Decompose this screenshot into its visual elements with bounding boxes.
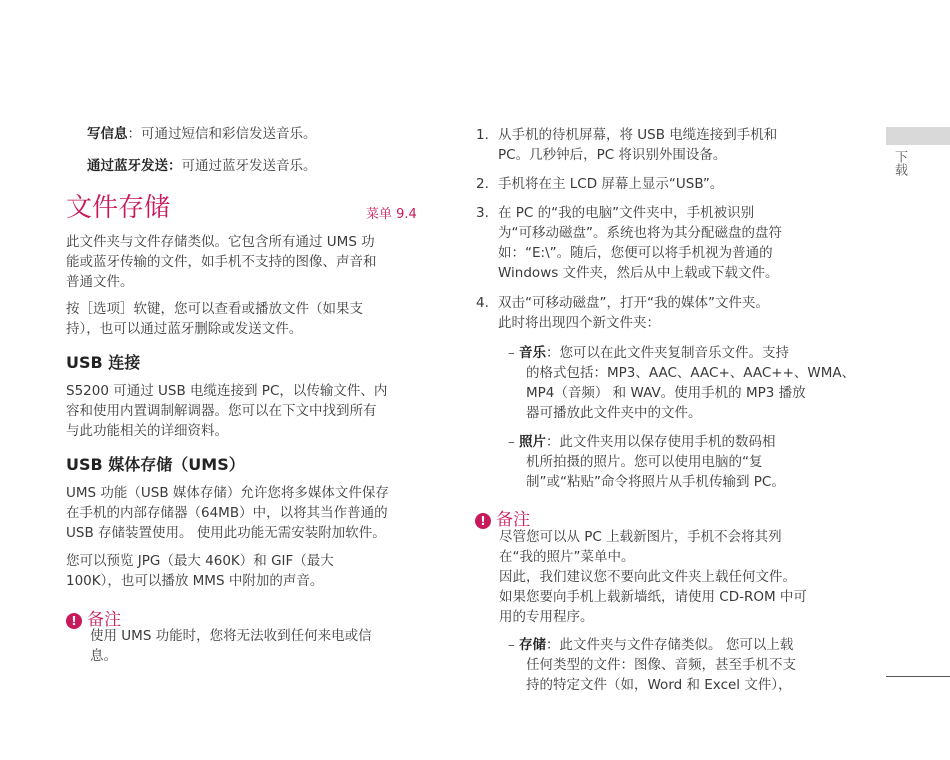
- step-number: 4.: [476, 295, 489, 311]
- intro-line: 此文件夹与文件存储类似。它包含所有通过 UMS 功: [66, 234, 375, 250]
- msg-label: 写信息: [87, 126, 128, 142]
- step-number: 2.: [476, 176, 489, 192]
- note-paragraph: [90, 626, 372, 666]
- options-line: 持），也可以通过蓝牙删除或发送文件。: [66, 321, 303, 337]
- storage-item: [508, 635, 796, 695]
- step-1: [476, 125, 777, 165]
- intro-line: 能或蓝牙传输的文件，如手机不支持的图像、声音和: [66, 254, 377, 270]
- section-title: 文件存储: [66, 193, 171, 223]
- step-3: [476, 203, 782, 283]
- note-line: 尽管您可以从 PC 上载新图片，手机不会将其列: [499, 529, 782, 545]
- music-label: 音乐: [519, 345, 547, 361]
- ums-line: USB 存储装置使用。 使用此功能无需安装附加软件。: [66, 525, 386, 541]
- step-number: 1.: [476, 127, 489, 143]
- ums-line: UMS 功能（USB 媒体存储）允许您将多媒体文件保存: [66, 485, 389, 501]
- photo-item: [508, 432, 785, 492]
- note-paragraph-right: [499, 527, 807, 627]
- storage-label: 存储: [519, 637, 547, 653]
- sidebar-tab-label: 下载: [892, 150, 907, 176]
- warning-icon: !: [475, 513, 491, 529]
- note-line: 因此，我们建议您不要向此文件夹上载任何文件。: [499, 569, 796, 585]
- music-line: 器可播放此文件夹中的文件。: [526, 405, 702, 421]
- note-line: 如果您要向手机上载新墙纸，请使用 CD-ROM 中可: [499, 589, 807, 605]
- step-line: 双击“可移动磁盘”，打开“我的媒体”文件夹。: [498, 295, 769, 311]
- sidebar-divider: [886, 676, 950, 677]
- photo-line: ：此文件夹用以保存使用手机的数码相: [546, 434, 776, 450]
- step-line: 此时将出现四个新文件夹：: [498, 315, 660, 331]
- step-line: 如：“E:\”。随后，您便可以将手机视为普通的: [498, 245, 773, 261]
- note-line: 用的专用程序。: [499, 609, 594, 625]
- msg-text: ：可通过短信和彩信发送音乐。: [127, 126, 317, 142]
- note-line: 在“我的照片”菜单中。: [499, 549, 635, 565]
- photo-label: 照片: [519, 434, 547, 450]
- storage-line: ：此文件夹与文件存储类似。 您可以上载: [546, 637, 794, 653]
- dash: –: [508, 434, 515, 450]
- usb-line: 容和使用内置调制解调器。您可以在下文中找到所有: [66, 403, 377, 419]
- warning-icon: !: [66, 613, 82, 629]
- storage-line: 任何类型的文件：图像、音频，甚至手机不支: [526, 657, 796, 673]
- note-title: 备注: [496, 510, 531, 530]
- storage-line: 持的特定文件（如，Word 和 Excel 文件），: [526, 677, 792, 693]
- photo-line: 制”或“粘贴”命令将照片从手机传输到 PC。: [526, 474, 785, 490]
- note-line: 息。: [90, 648, 117, 664]
- note-line: 使用 UMS 功能时，您将无法收到任何来电或信: [90, 628, 372, 644]
- dash: –: [508, 637, 515, 653]
- step-4: [476, 293, 769, 333]
- preview-line: 您可以预览 JPG（最大 460K）和 GIF（最大: [66, 553, 334, 569]
- step-2: [476, 174, 723, 194]
- usb-heading: USB 连接: [66, 353, 141, 372]
- ums-paragraph: [66, 483, 389, 543]
- note-title: 备注: [87, 610, 122, 630]
- preview-paragraph: [66, 551, 334, 591]
- step-line: 在 PC 的“我的电脑”文件夹中，手机被识别: [498, 205, 755, 221]
- usb-line: S5200 可通过 USB 电缆连接到 PC，以传输文件、内: [66, 383, 388, 399]
- dash: –: [508, 345, 515, 361]
- music-line: MP4（音频） 和 WAV。使用手机的 MP3 播放: [526, 385, 806, 401]
- menu-reference: 菜单 9.4: [366, 207, 417, 222]
- ums-heading: USB 媒体存储（UMS）: [66, 455, 245, 474]
- photo-line: 机所拍摄的照片。您可以使用电脑的“复: [526, 454, 763, 470]
- options-line: 按［选项］软键，您可以查看或播放文件（如果支: [66, 301, 363, 317]
- sidebar-tab: [886, 127, 950, 145]
- step-line: PC。几秒钟后，PC 将识别外围设备。: [498, 147, 727, 163]
- step-line: 手机将在主 LCD 屏幕上显示“USB”。: [498, 176, 724, 192]
- ums-line: 在手机的内部存储器（64MB）中，以将其当作普通的: [66, 505, 388, 521]
- options-paragraph: [66, 299, 363, 339]
- intro-line: 普通文件。: [66, 274, 134, 290]
- bt-label: 通过蓝牙发送：: [87, 158, 182, 174]
- usb-line: 与此功能相关的详细资料。: [66, 423, 228, 439]
- usb-paragraph: [66, 381, 387, 441]
- music-line: 的格式包括：MP3、AAC、AAC+、AAC++、WMA、: [526, 365, 856, 381]
- step-number: 3.: [476, 205, 489, 221]
- step-line: 为“可移动磁盘”。系统也将为其分配磁盘的盘符: [498, 225, 782, 241]
- step-line: 从手机的待机屏幕，将 USB 电缆连接到手机和: [498, 127, 778, 143]
- music-item: [508, 343, 855, 423]
- bt-text: 可通过蓝牙发送音乐。: [181, 158, 317, 174]
- preview-line: 100K），也可以播放 MMS 中附加的声音。: [66, 573, 324, 589]
- msg-line: [87, 124, 317, 144]
- bt-line: [87, 156, 317, 176]
- music-line: ：您可以在此文件夹复制音乐文件。支持: [546, 345, 790, 361]
- step-line: Windows 文件夹，然后从中上载或下载文件。: [498, 265, 779, 281]
- intro-paragraph: [66, 232, 377, 292]
